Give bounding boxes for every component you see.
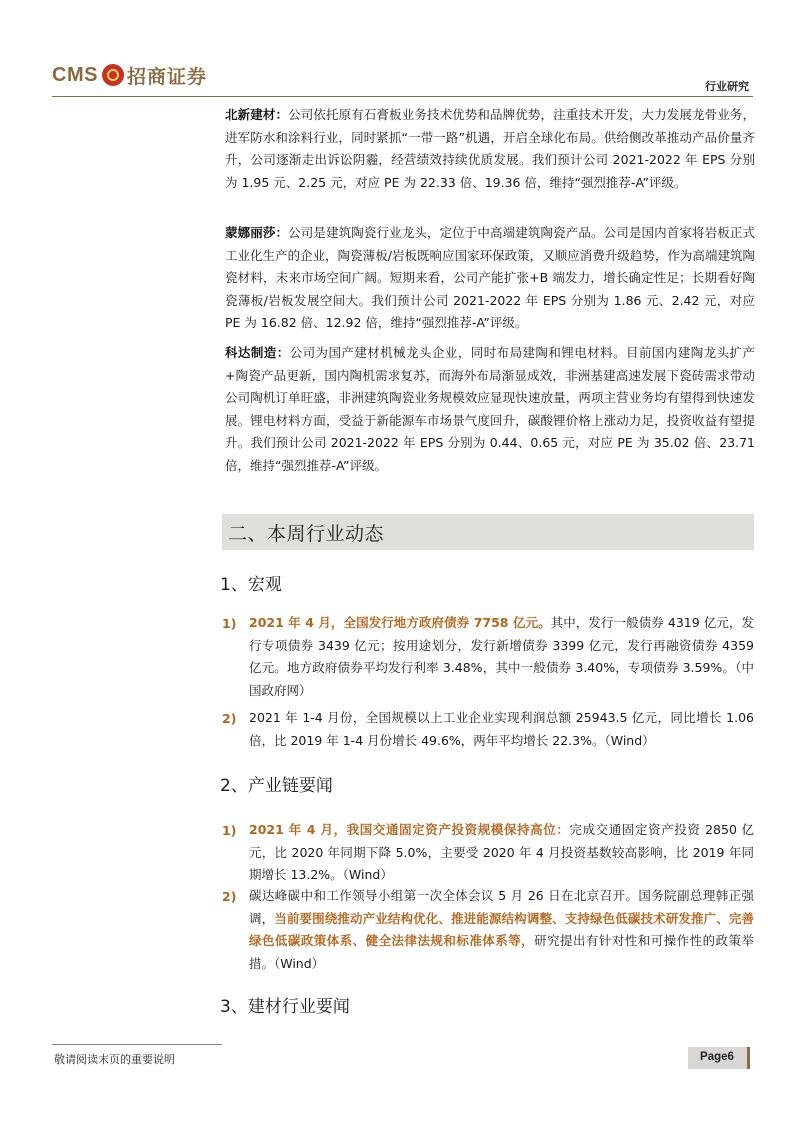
company-paragraph-keda: [225, 342, 755, 478]
macro-item-1: [249, 612, 754, 702]
subsection-title-industry-chain: 2、产业链要闻: [220, 776, 333, 796]
company-paragraph-beixin: [225, 104, 755, 194]
section-title: 二、本周行业动态: [228, 523, 385, 545]
company-text: 公司是建筑陶瓷行业龙头，定位于中高端建筑陶瓷产品。公司是国内首家将岩板正式工业化生产的企业，陶瓷薄板/岩板既响应国家环保政策，又顺应消费升级趋势，作为高端建筑陶瓷材料，未来市场空间广阔。短期来看，公司产能扩张+B 端发力，增长确定性足；长期看好陶瓷薄板/岩板发展空间大。我们预计公司 2021-2022 年 EPS 分别为 1.86 元、2.42 元，对应 PE 为 16.82 倍、12.92 倍，维持“强烈推荐-A”评级。: [225, 225, 755, 331]
item-number: 2): [222, 711, 237, 726]
header-divider: [52, 96, 753, 97]
item-text: 2021 年 1-4 月份，全国规模以上工业企业实现利润总额 25943.5 亿元，同比增长 1.06 倍，比 2019 年 1-4 月份增长 49.6%，两年平均增长 22.3%。（Wind）: [249, 710, 754, 748]
footer-divider: [52, 1044, 222, 1045]
company-paragraph-monalisa: [225, 222, 755, 335]
subsection-title-macro: 1、宏观: [220, 575, 282, 595]
report-category: 行业研究: [705, 80, 749, 93]
item-highlight: 当前要围绕推动产业结构优化、推进能源结构调整、支持绿色低碳技术研发推广、完善绿色低碳政策体系、健全法律法规和标准体系等，: [249, 910, 754, 949]
item-number: 1): [222, 616, 237, 631]
company-text: 公司为国产建材机械龙头企业，同时布局建陶和锂电材料。目前国内建陶龙头扩产+陶瓷产品更新，国内陶机需求复苏，而海外布局渐显成效，非洲基建高速发展下瓷砖需求带动公司陶机订单旺盛，非洲建筑陶瓷业务规模效应显现快速放量，两项主营业务均有望得到快速发展。锂电材料方面，受益于新能源车市场景气度回升，碳酸锂价格上涨动力足，投资收益有望提升。我们预计公司 2021-2022 年 EPS 分别为 0.44、0.65 元，对应 PE 为 35.02 倍、23.71 倍，维持“强烈推荐-A”评级。: [225, 345, 755, 473]
company-text: 公司依托原有石膏板业务技术优势和品牌优势，注重技术开发，大力发展龙骨业务，进军防水和涂料行业，同时紧抓“一带一路”机遇，开启全球化布局。供给侧改革推动产品价量齐升，公司逐渐走出诉讼阴霾，经营绩效持续优质发展。我们预计公司 2021-2022 年 EPS 分别为 1.95 元、2.25 元，对应 PE 为 22.33 倍、19.36 倍，维持“强烈推荐-A”评级。: [225, 107, 755, 190]
industry-chain-item-1: [249, 819, 754, 887]
item-number: 2): [222, 889, 237, 904]
company-logo: [52, 60, 207, 90]
page-number: Page6: [700, 1051, 734, 1063]
logo-chinese: 招商证券: [126, 65, 207, 88]
item-text: 研究提出有针对性和可操作性的政策举措。（Wind）: [249, 933, 754, 971]
footer-disclaimer: 敬请阅读末页的重要说明: [54, 1053, 175, 1066]
item-text: 其中，发行一般债券 4319 亿元，发行专项债券 3439 亿元；按用途划分，发行新增债券 3399 亿元，发行再融资债券 4359 亿元。地方政府债券平均发行利率 3.48%，其中一般债券 3.40%，专项债券 3.59%。（中国政府网）: [249, 615, 754, 698]
item-text: 碳达峰碳中和工作领导小组第一次全体会议 5 月 26 日在北京召开。国务院副总理韩正强调，: [249, 888, 754, 926]
item-text: 完成交通固定资产投资 2850 亿元，比 2020 年同期下降 5.0%，主要受 2020 年 4 月投资基数较高影响，比 2019 年同期增长 13.2%。（Wind）: [249, 822, 754, 883]
item-highlight: 2021 年 4 月，我国交通固定资产投资规模保持高位：: [249, 822, 570, 837]
logo-latin: CMS: [52, 63, 98, 86]
item-highlight: 2021 年 4 月，全国发行地方政府债券 7758 亿元。: [249, 615, 551, 630]
macro-item-2: [249, 707, 754, 752]
company-name: 北新建材：: [225, 107, 289, 122]
subsection-title-building-materials: 3、建材行业要闻: [220, 997, 350, 1017]
industry-chain-item-2: [249, 885, 754, 975]
logo-emblem-icon: [102, 64, 124, 86]
company-name: 科达制造：: [225, 345, 290, 360]
item-number: 1): [222, 823, 237, 838]
company-name: 蒙娜丽莎：: [225, 225, 289, 240]
